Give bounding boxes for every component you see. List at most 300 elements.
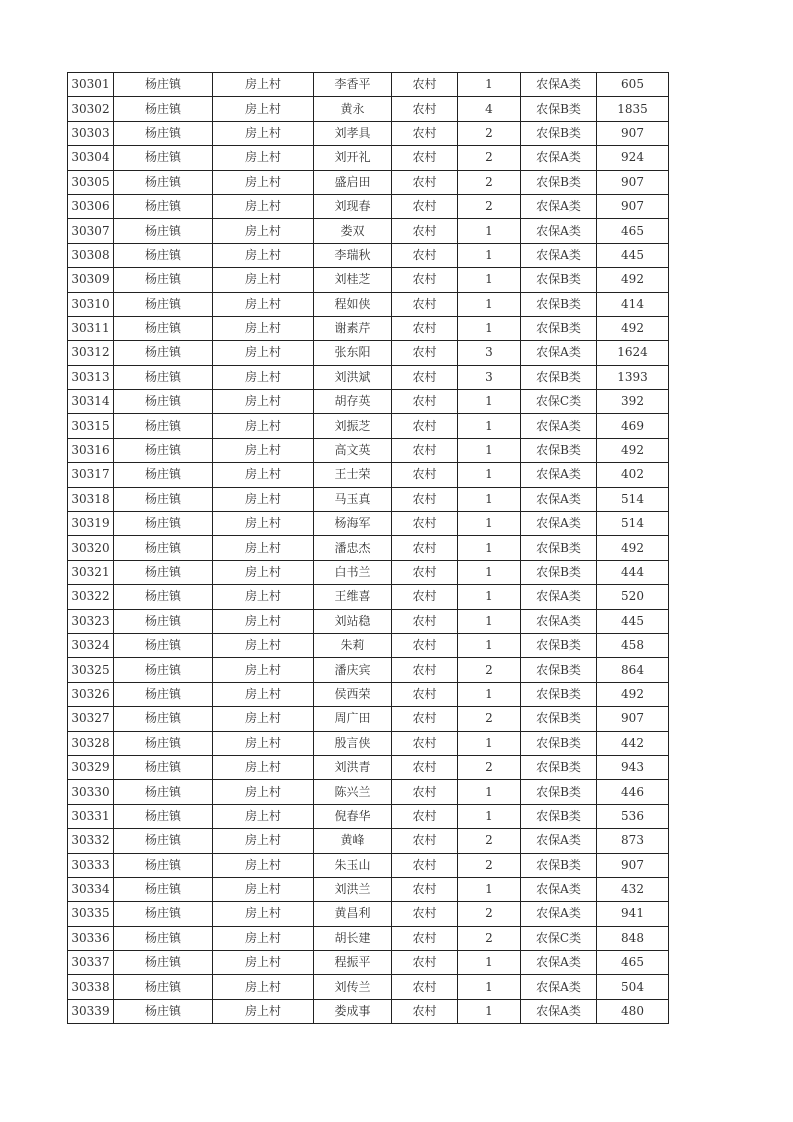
table-row: [68, 121, 669, 145]
name-cell: 胡存英: [314, 390, 392, 414]
name-cell: 高文英: [314, 438, 392, 462]
insurance-category-cell: 农保B类: [521, 804, 597, 828]
table-row: [68, 658, 669, 682]
table-row: [68, 804, 669, 828]
record-id-cell: 30335: [68, 902, 114, 926]
name-cell: 陈兴兰: [314, 780, 392, 804]
amount-cell: 465: [597, 951, 669, 975]
amount-cell: 848: [597, 926, 669, 950]
member-count-cell: 1: [458, 73, 521, 97]
town-cell: 杨庄镇: [114, 390, 213, 414]
village-cell: 房上村: [213, 975, 314, 999]
amount-cell: 465: [597, 219, 669, 243]
record-id-cell: 30307: [68, 219, 114, 243]
amount-cell: 873: [597, 829, 669, 853]
record-id-cell: 30303: [68, 121, 114, 145]
name-cell: 马玉真: [314, 487, 392, 511]
insurance-category-cell: 农保B类: [521, 536, 597, 560]
record-id-cell: 30301: [68, 73, 114, 97]
record-id-cell: 30306: [68, 194, 114, 218]
village-cell: 房上村: [213, 658, 314, 682]
table-row: [68, 755, 669, 779]
member-count-cell: 1: [458, 780, 521, 804]
table-row: [68, 316, 669, 340]
name-cell: 黄昌利: [314, 902, 392, 926]
village-cell: 房上村: [213, 268, 314, 292]
table-row: [68, 902, 669, 926]
record-id-cell: 30319: [68, 512, 114, 536]
household-type-cell: 农村: [392, 146, 458, 170]
household-type-cell: 农村: [392, 853, 458, 877]
town-cell: 杨庄镇: [114, 560, 213, 584]
amount-cell: 907: [597, 853, 669, 877]
household-type-cell: 农村: [392, 804, 458, 828]
amount-cell: 864: [597, 658, 669, 682]
insurance-category-cell: 农保B类: [521, 268, 597, 292]
town-cell: 杨庄镇: [114, 853, 213, 877]
town-cell: 杨庄镇: [114, 73, 213, 97]
household-type-cell: 农村: [392, 73, 458, 97]
amount-cell: 907: [597, 707, 669, 731]
name-cell: 刘开礼: [314, 146, 392, 170]
village-cell: 房上村: [213, 877, 314, 901]
amount-cell: 492: [597, 268, 669, 292]
record-id-cell: 30333: [68, 853, 114, 877]
insurance-category-cell: 农保B类: [521, 97, 597, 121]
member-count-cell: 1: [458, 487, 521, 511]
record-id-cell: 30334: [68, 877, 114, 901]
insurance-category-cell: 农保B类: [521, 316, 597, 340]
village-cell: 房上村: [213, 951, 314, 975]
record-id-cell: 30327: [68, 707, 114, 731]
village-cell: 房上村: [213, 707, 314, 731]
table-row: [68, 390, 669, 414]
village-cell: 房上村: [213, 97, 314, 121]
member-count-cell: 1: [458, 951, 521, 975]
town-cell: 杨庄镇: [114, 219, 213, 243]
household-type-cell: 农村: [392, 780, 458, 804]
amount-cell: 924: [597, 146, 669, 170]
record-id-cell: 30315: [68, 414, 114, 438]
insurance-category-cell: 农保A类: [521, 73, 597, 97]
amount-cell: 492: [597, 316, 669, 340]
member-count-cell: 1: [458, 390, 521, 414]
town-cell: 杨庄镇: [114, 633, 213, 657]
town-cell: 杨庄镇: [114, 268, 213, 292]
village-cell: 房上村: [213, 609, 314, 633]
member-count-cell: 2: [458, 121, 521, 145]
village-cell: 房上村: [213, 755, 314, 779]
household-type-cell: 农村: [392, 219, 458, 243]
household-type-cell: 农村: [392, 633, 458, 657]
member-count-cell: 1: [458, 975, 521, 999]
name-cell: 侯西荣: [314, 682, 392, 706]
table-body: [68, 73, 669, 1024]
name-cell: 王维喜: [314, 585, 392, 609]
amount-cell: 907: [597, 194, 669, 218]
village-cell: 房上村: [213, 536, 314, 560]
insurance-category-cell: 农保A类: [521, 951, 597, 975]
insurance-category-cell: 农保C类: [521, 390, 597, 414]
town-cell: 杨庄镇: [114, 487, 213, 511]
household-type-cell: 农村: [392, 682, 458, 706]
name-cell: 白书兰: [314, 560, 392, 584]
name-cell: 朱玉山: [314, 853, 392, 877]
record-id-cell: 30310: [68, 292, 114, 316]
town-cell: 杨庄镇: [114, 316, 213, 340]
amount-cell: 402: [597, 463, 669, 487]
table-row: [68, 341, 669, 365]
name-cell: 朱莉: [314, 633, 392, 657]
insurance-category-cell: 农保A类: [521, 609, 597, 633]
table-row: [68, 170, 669, 194]
member-count-cell: 1: [458, 877, 521, 901]
member-count-cell: 2: [458, 658, 521, 682]
table-row: [68, 829, 669, 853]
village-cell: 房上村: [213, 560, 314, 584]
member-count-cell: 1: [458, 243, 521, 267]
household-type-cell: 农村: [392, 316, 458, 340]
table-row: [68, 365, 669, 389]
member-count-cell: 1: [458, 268, 521, 292]
village-cell: 房上村: [213, 902, 314, 926]
amount-cell: 432: [597, 877, 669, 901]
town-cell: 杨庄镇: [114, 829, 213, 853]
name-cell: 刘站稳: [314, 609, 392, 633]
record-id-cell: 30304: [68, 146, 114, 170]
insurance-category-cell: 农保B类: [521, 658, 597, 682]
insurance-category-cell: 农保A类: [521, 341, 597, 365]
household-type-cell: 农村: [392, 951, 458, 975]
record-id-cell: 30324: [68, 633, 114, 657]
name-cell: 娄成事: [314, 999, 392, 1023]
member-count-cell: 1: [458, 512, 521, 536]
record-id-cell: 30302: [68, 97, 114, 121]
table-row: [68, 243, 669, 267]
member-count-cell: 1: [458, 585, 521, 609]
record-id-cell: 30312: [68, 341, 114, 365]
insurance-category-cell: 农保B类: [521, 682, 597, 706]
amount-cell: 446: [597, 780, 669, 804]
name-cell: 周广田: [314, 707, 392, 731]
insurance-category-cell: 农保A类: [521, 463, 597, 487]
table-row: [68, 926, 669, 950]
table-row: [68, 633, 669, 657]
member-count-cell: 3: [458, 341, 521, 365]
town-cell: 杨庄镇: [114, 438, 213, 462]
town-cell: 杨庄镇: [114, 999, 213, 1023]
town-cell: 杨庄镇: [114, 341, 213, 365]
record-id-cell: 30309: [68, 268, 114, 292]
name-cell: 刘振芝: [314, 414, 392, 438]
amount-cell: 605: [597, 73, 669, 97]
town-cell: 杨庄镇: [114, 414, 213, 438]
amount-cell: 907: [597, 121, 669, 145]
town-cell: 杨庄镇: [114, 658, 213, 682]
town-cell: 杨庄镇: [114, 926, 213, 950]
town-cell: 杨庄镇: [114, 707, 213, 731]
household-type-cell: 农村: [392, 390, 458, 414]
household-type-cell: 农村: [392, 877, 458, 901]
insurance-category-cell: 农保A类: [521, 146, 597, 170]
insurance-category-cell: 农保B类: [521, 755, 597, 779]
table-row: [68, 780, 669, 804]
member-count-cell: 1: [458, 292, 521, 316]
town-cell: 杨庄镇: [114, 877, 213, 901]
name-cell: 黄峰: [314, 829, 392, 853]
town-cell: 杨庄镇: [114, 951, 213, 975]
household-type-cell: 农村: [392, 829, 458, 853]
insurance-category-cell: 农保B类: [521, 121, 597, 145]
name-cell: 黄永: [314, 97, 392, 121]
table-row: [68, 268, 669, 292]
member-count-cell: 2: [458, 194, 521, 218]
town-cell: 杨庄镇: [114, 365, 213, 389]
household-type-cell: 农村: [392, 585, 458, 609]
table-row: [68, 951, 669, 975]
amount-cell: 941: [597, 902, 669, 926]
amount-cell: 442: [597, 731, 669, 755]
record-id-cell: 30326: [68, 682, 114, 706]
village-cell: 房上村: [213, 487, 314, 511]
insurance-category-cell: 农保B类: [521, 438, 597, 462]
town-cell: 杨庄镇: [114, 170, 213, 194]
table-row: [68, 536, 669, 560]
insurance-category-cell: 农保B类: [521, 731, 597, 755]
record-id-cell: 30323: [68, 609, 114, 633]
table-row: [68, 585, 669, 609]
member-count-cell: 1: [458, 463, 521, 487]
record-id-cell: 30308: [68, 243, 114, 267]
table-row: [68, 73, 669, 97]
member-count-cell: 1: [458, 609, 521, 633]
amount-cell: 445: [597, 243, 669, 267]
amount-cell: 480: [597, 999, 669, 1023]
household-type-cell: 农村: [392, 658, 458, 682]
village-cell: 房上村: [213, 999, 314, 1023]
record-id-cell: 30317: [68, 463, 114, 487]
town-cell: 杨庄镇: [114, 97, 213, 121]
amount-cell: 1393: [597, 365, 669, 389]
village-cell: 房上村: [213, 463, 314, 487]
town-cell: 杨庄镇: [114, 975, 213, 999]
village-cell: 房上村: [213, 438, 314, 462]
village-cell: 房上村: [213, 243, 314, 267]
village-cell: 房上村: [213, 633, 314, 657]
amount-cell: 1835: [597, 97, 669, 121]
table-row: [68, 97, 669, 121]
table-row: [68, 292, 669, 316]
amount-cell: 492: [597, 682, 669, 706]
town-cell: 杨庄镇: [114, 682, 213, 706]
record-id-cell: 30336: [68, 926, 114, 950]
name-cell: 潘庆宾: [314, 658, 392, 682]
table-row: [68, 999, 669, 1023]
village-cell: 房上村: [213, 829, 314, 853]
member-count-cell: 2: [458, 755, 521, 779]
insurance-category-cell: 农保B类: [521, 853, 597, 877]
table-row: [68, 877, 669, 901]
table-row: [68, 560, 669, 584]
record-id-cell: 30329: [68, 755, 114, 779]
insurance-category-cell: 农保B类: [521, 170, 597, 194]
amount-cell: 514: [597, 487, 669, 511]
village-cell: 房上村: [213, 73, 314, 97]
name-cell: 程振平: [314, 951, 392, 975]
amount-cell: 492: [597, 536, 669, 560]
table-row: [68, 194, 669, 218]
insurance-category-cell: 农保B类: [521, 780, 597, 804]
name-cell: 娄双: [314, 219, 392, 243]
record-id-cell: 30322: [68, 585, 114, 609]
town-cell: 杨庄镇: [114, 146, 213, 170]
household-type-cell: 农村: [392, 97, 458, 121]
household-type-cell: 农村: [392, 121, 458, 145]
name-cell: 胡长建: [314, 926, 392, 950]
household-type-cell: 农村: [392, 512, 458, 536]
household-type-cell: 农村: [392, 292, 458, 316]
village-cell: 房上村: [213, 316, 314, 340]
village-cell: 房上村: [213, 414, 314, 438]
household-type-cell: 农村: [392, 268, 458, 292]
town-cell: 杨庄镇: [114, 804, 213, 828]
insurance-category-cell: 农保B类: [521, 707, 597, 731]
member-count-cell: 1: [458, 682, 521, 706]
record-id-cell: 30313: [68, 365, 114, 389]
amount-cell: 1624: [597, 341, 669, 365]
insurance-category-cell: 农保A类: [521, 975, 597, 999]
village-cell: 房上村: [213, 365, 314, 389]
member-count-cell: 2: [458, 707, 521, 731]
household-type-cell: 农村: [392, 707, 458, 731]
household-type-cell: 农村: [392, 975, 458, 999]
village-cell: 房上村: [213, 121, 314, 145]
amount-cell: 445: [597, 609, 669, 633]
record-id-cell: 30321: [68, 560, 114, 584]
name-cell: 刘洪青: [314, 755, 392, 779]
household-type-cell: 农村: [392, 243, 458, 267]
name-cell: 刘洪斌: [314, 365, 392, 389]
name-cell: 潘忠杰: [314, 536, 392, 560]
member-count-cell: 1: [458, 316, 521, 340]
name-cell: 张东阳: [314, 341, 392, 365]
member-count-cell: 2: [458, 170, 521, 194]
household-type-cell: 农村: [392, 341, 458, 365]
member-count-cell: 1: [458, 731, 521, 755]
name-cell: 谢素芹: [314, 316, 392, 340]
town-cell: 杨庄镇: [114, 609, 213, 633]
name-cell: 李香平: [314, 73, 392, 97]
record-id-cell: 30337: [68, 951, 114, 975]
insurance-category-cell: 农保A类: [521, 999, 597, 1023]
table-row: [68, 146, 669, 170]
member-count-cell: 1: [458, 633, 521, 657]
insurance-category-cell: 农保C类: [521, 926, 597, 950]
household-type-cell: 农村: [392, 463, 458, 487]
town-cell: 杨庄镇: [114, 536, 213, 560]
table-row: [68, 438, 669, 462]
amount-cell: 492: [597, 438, 669, 462]
amount-cell: 458: [597, 633, 669, 657]
record-id-cell: 30318: [68, 487, 114, 511]
amount-cell: 469: [597, 414, 669, 438]
member-count-cell: 1: [458, 560, 521, 584]
name-cell: 刘孝具: [314, 121, 392, 145]
insurance-category-cell: 农保A类: [521, 512, 597, 536]
member-count-cell: 1: [458, 219, 521, 243]
insurance-category-cell: 农保A类: [521, 219, 597, 243]
amount-cell: 504: [597, 975, 669, 999]
member-count-cell: 1: [458, 999, 521, 1023]
insurance-category-cell: 农保A类: [521, 585, 597, 609]
household-type-cell: 农村: [392, 999, 458, 1023]
amount-cell: 392: [597, 390, 669, 414]
name-cell: 盛启田: [314, 170, 392, 194]
record-id-cell: 30325: [68, 658, 114, 682]
member-count-cell: 1: [458, 536, 521, 560]
village-cell: 房上村: [213, 219, 314, 243]
table-row: [68, 682, 669, 706]
table-row: [68, 609, 669, 633]
village-cell: 房上村: [213, 731, 314, 755]
name-cell: 杨海军: [314, 512, 392, 536]
member-count-cell: 2: [458, 902, 521, 926]
table-row: [68, 853, 669, 877]
village-cell: 房上村: [213, 194, 314, 218]
amount-cell: 514: [597, 512, 669, 536]
record-id-cell: 30311: [68, 316, 114, 340]
village-cell: 房上村: [213, 780, 314, 804]
record-id-cell: 30332: [68, 829, 114, 853]
amount-cell: 536: [597, 804, 669, 828]
insurance-category-cell: 农保A类: [521, 414, 597, 438]
record-id-cell: 30314: [68, 390, 114, 414]
insurance-category-cell: 农保B类: [521, 633, 597, 657]
table-row: [68, 463, 669, 487]
village-cell: 房上村: [213, 853, 314, 877]
household-type-cell: 农村: [392, 365, 458, 389]
insurance-category-cell: 农保A类: [521, 877, 597, 901]
town-cell: 杨庄镇: [114, 292, 213, 316]
insurance-category-cell: 农保B类: [521, 365, 597, 389]
town-cell: 杨庄镇: [114, 780, 213, 804]
insurance-category-cell: 农保B类: [521, 292, 597, 316]
town-cell: 杨庄镇: [114, 243, 213, 267]
household-type-cell: 农村: [392, 731, 458, 755]
household-type-cell: 农村: [392, 536, 458, 560]
amount-cell: 907: [597, 170, 669, 194]
town-cell: 杨庄镇: [114, 902, 213, 926]
record-id-cell: 30338: [68, 975, 114, 999]
household-type-cell: 农村: [392, 755, 458, 779]
record-id-cell: 30339: [68, 999, 114, 1023]
village-cell: 房上村: [213, 170, 314, 194]
town-cell: 杨庄镇: [114, 731, 213, 755]
town-cell: 杨庄镇: [114, 121, 213, 145]
table-row: [68, 731, 669, 755]
table-row: [68, 975, 669, 999]
village-cell: 房上村: [213, 292, 314, 316]
household-type-cell: 农村: [392, 487, 458, 511]
record-id-cell: 30316: [68, 438, 114, 462]
member-count-cell: 1: [458, 414, 521, 438]
village-cell: 房上村: [213, 146, 314, 170]
household-type-cell: 农村: [392, 414, 458, 438]
town-cell: 杨庄镇: [114, 194, 213, 218]
village-cell: 房上村: [213, 682, 314, 706]
member-count-cell: 2: [458, 146, 521, 170]
amount-cell: 520: [597, 585, 669, 609]
